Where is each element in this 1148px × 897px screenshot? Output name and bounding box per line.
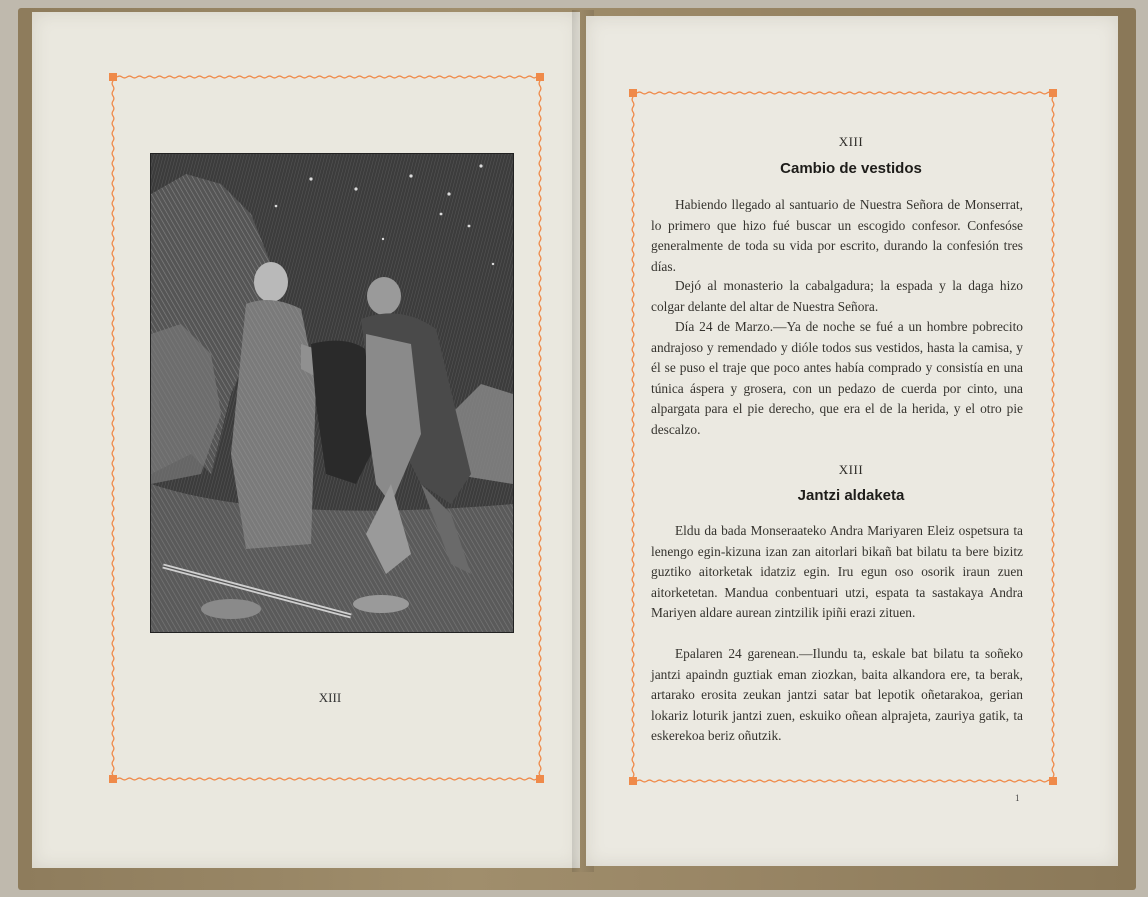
chapter-number-spanish: XIII	[838, 134, 864, 149]
chapter-number-basque: XIII	[838, 462, 864, 477]
spanish-paragraph-1: Habiendo llegado al santuario de Nuestra Señora de Monserrat, lo primero que hizo fué buscar un escogido confesor. Confesóse generalmente de toda su vida por escrito, durando la confesión tres días.	[651, 197, 1023, 274]
plate-caption: XIII	[318, 690, 342, 705]
basque-paragraph-1: Eldu da bada Monseraateko Andra Mariyaren Eleiz ospetsura ta lenengo egin-kizuna izan zan aitorlari bikañ bat bilatu ta bere bizitz guztiko aitorketak idatziz egin. Iru egun oso osorik iraun zuen aitorketetan. Mandua conbentuari utzi, espata ta sastakaya Andra Mariyen aldare aurean zintzilik ipiñi erazi zituen.	[651, 523, 1023, 621]
spanish-paragraph-2: Dejó al monasterio la cabalgadura; la espada y la daga hizo colgar delante del altar de Nuestra Señora.	[651, 278, 1023, 314]
spanish-paragraph-3: Día 24 de Marzo.—Ya de noche se fué a un hombre pobrecito andrajoso y remendado y dióle todos sus vestidos, hasta la camisa, y él se puso el traje que poco antes había comprado y consistía en una túnica áspera y grosera, con un pedazo de cuerda por cinto, una alpargata para el pie derecho, que era el de la herida, y el otro pie descalzo.	[651, 319, 1023, 437]
basque-paragraph-2: Epalaren 24 garenean.—Ilundu ta, eskale bat bilatu ta soñeko jantzi apaindn guztiak eman ziozkan, baita alkandora ere, ta berak, artarako erosita zeukan jantzi satar bat lepotik oñetarakoa, gerian lokariz loturik jantzi zuen, eskuiko oñean alprajeta, zauriya gatik, ta eskerekoa beriz oñutzik.	[651, 646, 1023, 744]
chapter-title-spanish: Cambio de vestidos	[780, 160, 922, 177]
chapter-title-basque: Jantzi aldaketa	[797, 487, 905, 504]
page-folio: 1	[1015, 793, 1020, 803]
